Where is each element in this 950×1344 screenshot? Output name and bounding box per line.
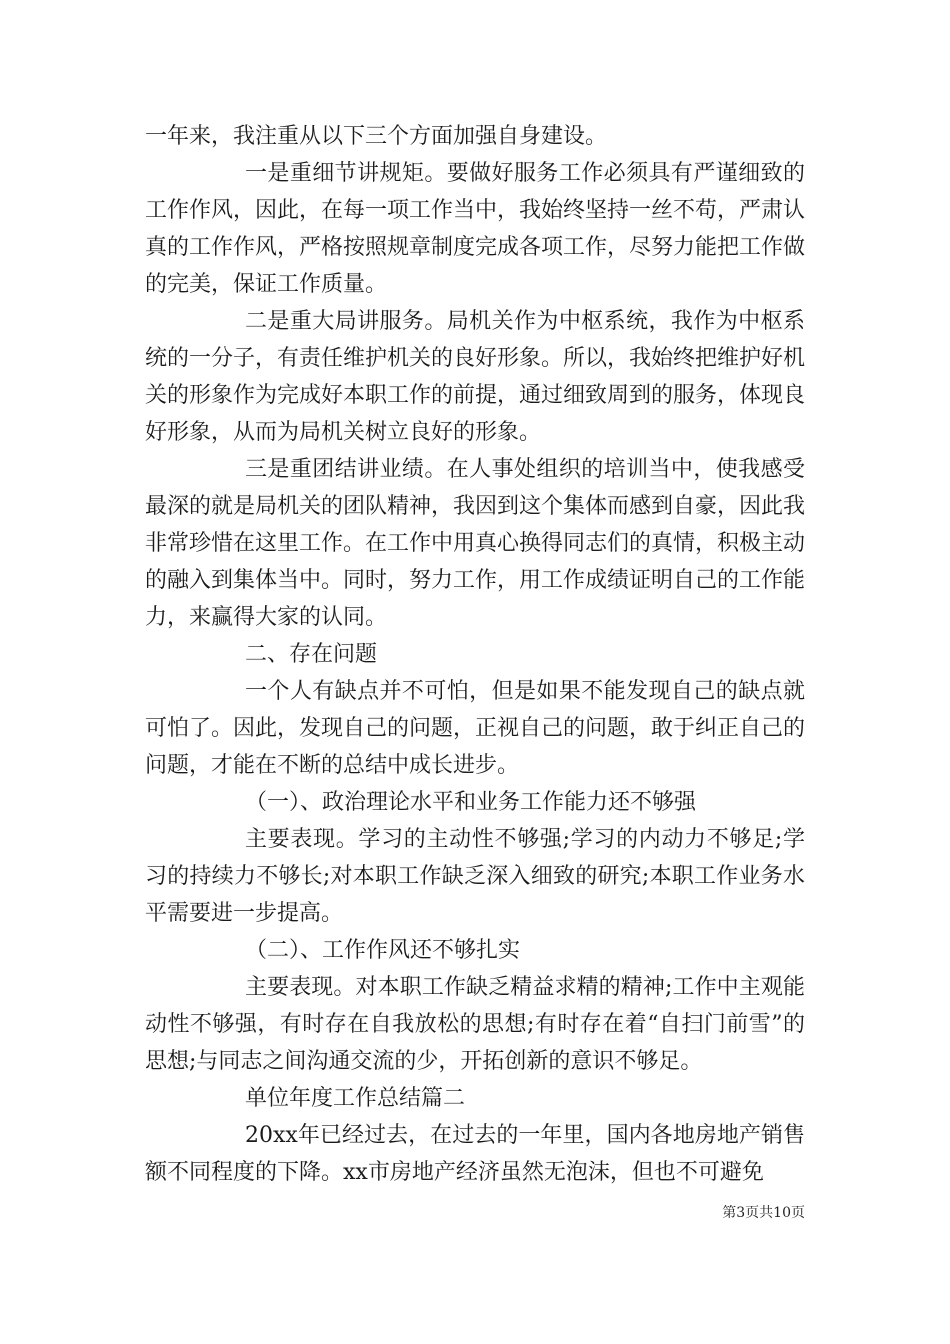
paragraph-point-one: 一是重细节讲规矩。要做好服务工作必须具有严谨细致的工作作风，因此，在每一项工作当中，我始终坚持一丝不苟，严肃认真的工作作风，严格按照规章制度完成各项工作，尽努力能把工作做的完美，保证工作质量。 <box>145 161 806 297</box>
section-heading-problems: 二、存在问题 <box>245 642 378 667</box>
paragraph-problem-two: 主要表现。对本职工作缺乏精益求精的精神;工作中主观能动性不够强，有时存在自我放松的思想;有时存在着“自扫门前雪”的思想;与同志之间沟通交流的少，开拓创新的意识不够足。 <box>145 975 805 1074</box>
paragraph-part-two-intro: 20xx年已经过去，在过去的一年里，国内各地房地产销售额不同程度的下降。xx市房地产经济虽然无泡沫，但也不可避免 <box>145 1123 805 1185</box>
page-number: 第3页共10页 <box>722 1205 805 1221</box>
paragraph-problem-one: 主要表现。学习的主动性不够强;学习的内动力不够足;学习的持续力不够长;对本职工作缺乏深入细致的研究;本职工作业务水平需要进一步提高。 <box>145 827 805 926</box>
subheading-problem-two: （二）、工作作风还不够扎实 <box>245 938 521 963</box>
paragraph-point-three: 三是重团结讲业绩。在人事处组织的培训当中，使我感受最深的就是局机关的团队精神，我因到这个集体而感到自豪，因此我非常珍惜在这里工作。在工作中用真心换得同志们的真情，积极主动的融入到集体当中。同时，努力工作，用工作成绩证明自己的工作能力，来赢得大家的认同。 <box>145 457 806 630</box>
section-heading-part-two: 单位年度工作总结篇二 <box>245 1086 466 1111</box>
document-body <box>145 118 805 1191</box>
paragraph-point-two: 二是重大局讲服务。局机关作为中枢系统，我作为中枢系统的一分子，有责任维护机关的良好形象。所以，我始终把维护好机关的形象作为完成好本职工作的前提，通过细致周到的服务，体现良好形象，从而为局机关树立良好的形象。 <box>145 309 806 445</box>
subheading-problem-one: （一）、政治理论水平和业务工作能力还不够强 <box>245 790 697 815</box>
paragraph-problems-intro: 一个人有缺点并不可怕，但是如果不能发现自己的缺点就可怕了。因此，发现自己的问题，正视自己的问题，敢于纠正自己的问题，才能在不断的总结中成长进步。 <box>145 679 806 778</box>
paragraph-intro: 一年来，我注重从以下三个方面加强自身建设。 <box>145 124 608 149</box>
